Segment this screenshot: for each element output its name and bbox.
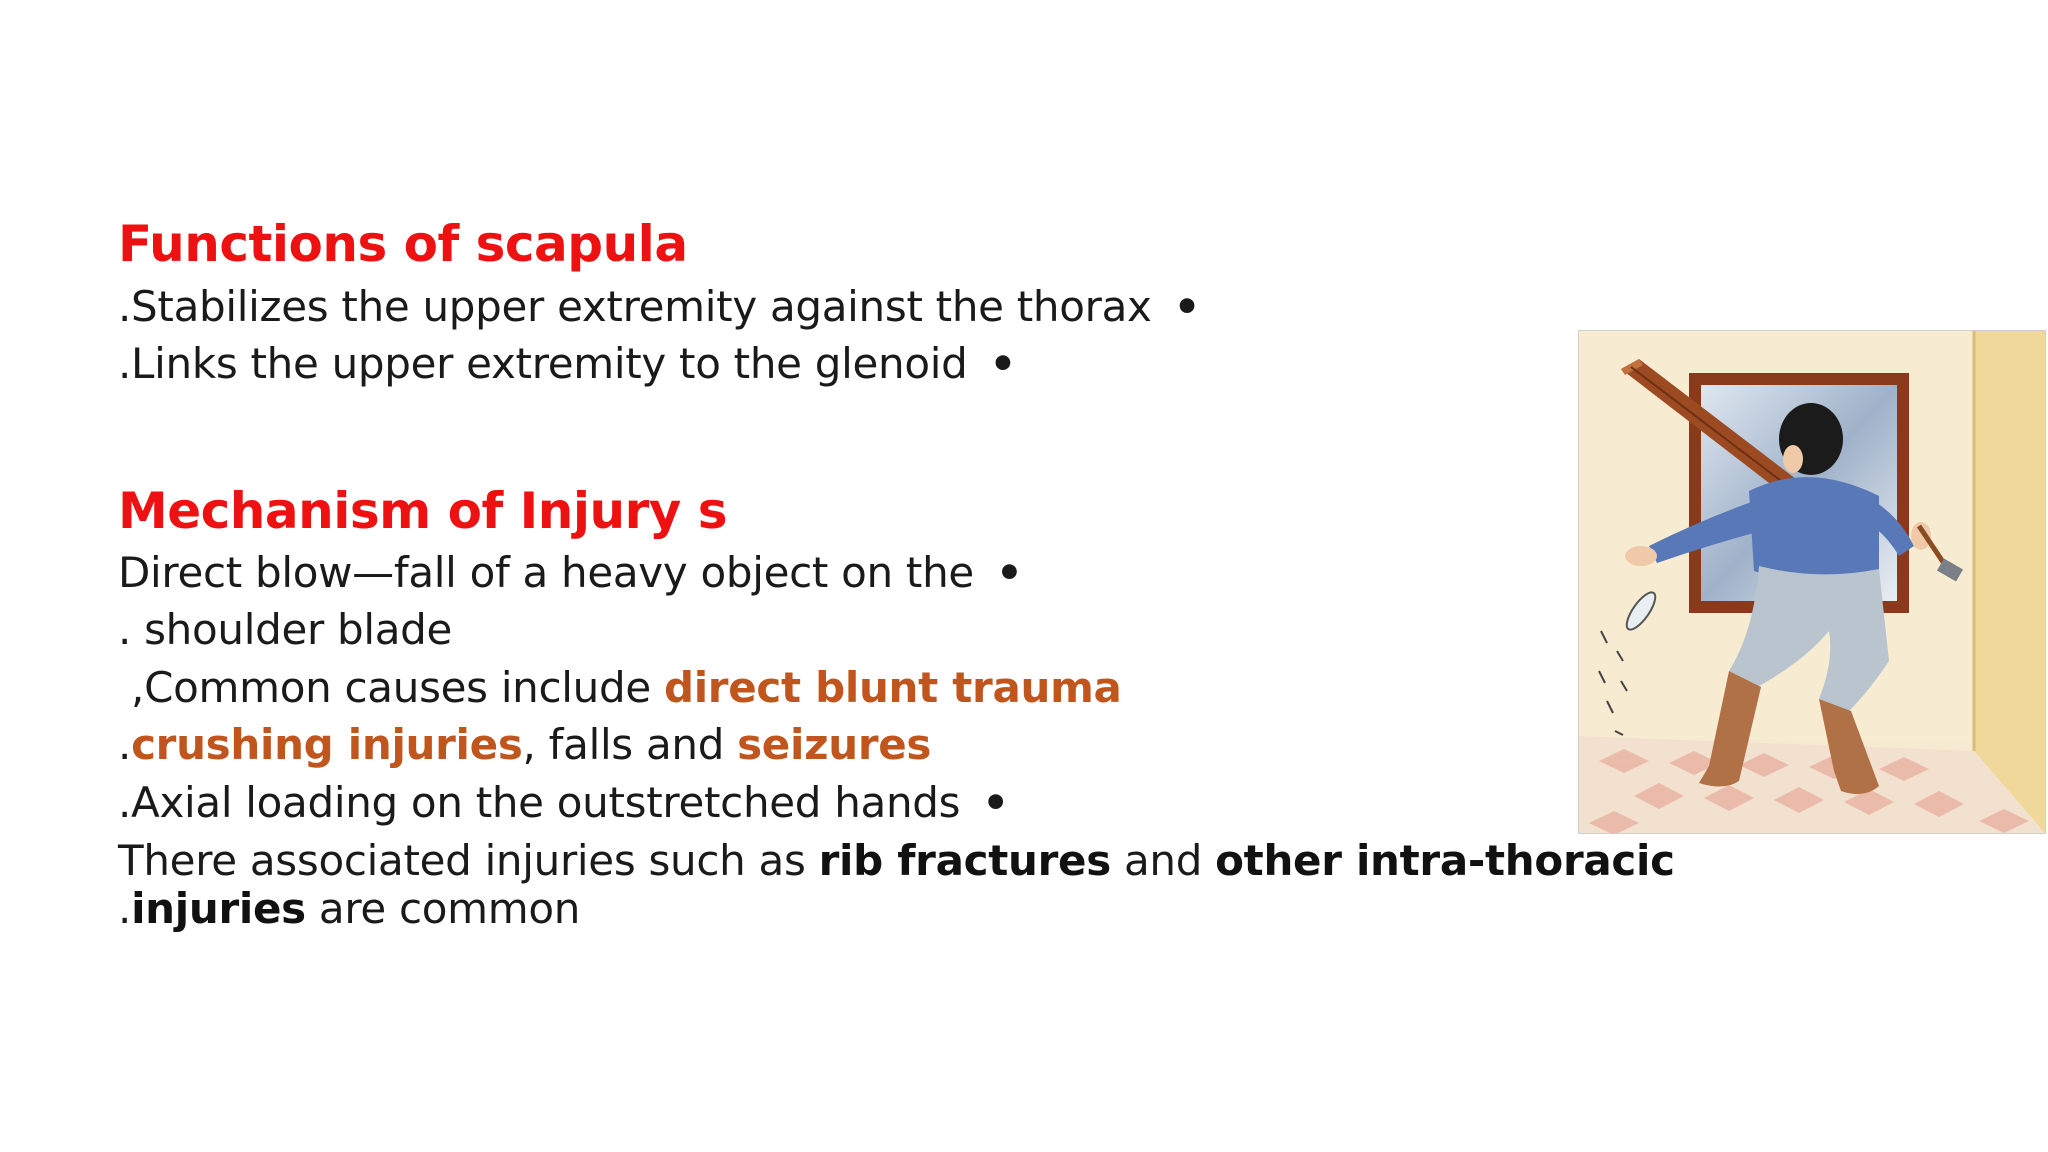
mechanism-line-3-prefix: ,Common causes include — [118, 663, 664, 712]
functions-item-2 — [118, 339, 1016, 388]
highlight-crushing-injuries: crushing injuries — [131, 720, 523, 769]
mechanism-line-7-prefix: . — [118, 884, 132, 933]
mechanism-line-3 — [118, 663, 1122, 712]
mechanism-line-5-text: .Axial loading on the outstretched hands — [118, 778, 961, 827]
bullet-icon: • — [989, 339, 1016, 388]
mechanism-line-2: . shoulder blade — [118, 605, 453, 654]
bold-rib-fractures: rib fractures — [818, 836, 1111, 885]
mechanism-line-6-mid: and — [1110, 836, 1216, 885]
mechanism-line-1 — [118, 548, 1023, 597]
bullet-icon: • — [1173, 282, 1201, 331]
bold-other-intra-thoracic: other intra-thoracic — [1215, 836, 1675, 885]
functions-item-1 — [118, 282, 1200, 331]
mechanism-line-5 — [118, 778, 1009, 827]
bold-injuries: injuries — [131, 884, 306, 933]
mechanism-line-7-suffix: are common — [305, 884, 581, 933]
bullet-icon: • — [995, 548, 1023, 597]
mechanism-line-7 — [118, 884, 580, 933]
mechanism-line-6-prefix: There associated injuries such as — [118, 836, 819, 885]
functions-heading: Functions of scapula — [118, 215, 688, 273]
functions-item-1-text: .Stabilizes the upper extremity against the thorax — [118, 282, 1152, 331]
person-carrying-plank-illustration — [1578, 330, 2046, 834]
mechanism-line-1-text: Direct blow—fall of a heavy object on the — [118, 548, 974, 597]
mechanism-line-4-mid: , falls and — [522, 720, 738, 769]
mechanism-line-6 — [118, 836, 1675, 885]
highlight-seizures: seizures — [737, 720, 932, 769]
mechanism-line-4 — [118, 720, 931, 769]
mechanism-line-4-prefix: . — [118, 720, 132, 769]
bullet-icon: • — [982, 778, 1009, 827]
mechanism-heading: Mechanism of Injury s — [118, 482, 728, 540]
highlight-direct-blunt-trauma: direct blunt trauma — [663, 663, 1122, 712]
functions-item-2-text: .Links the upper extremity to the glenoid — [118, 339, 968, 388]
